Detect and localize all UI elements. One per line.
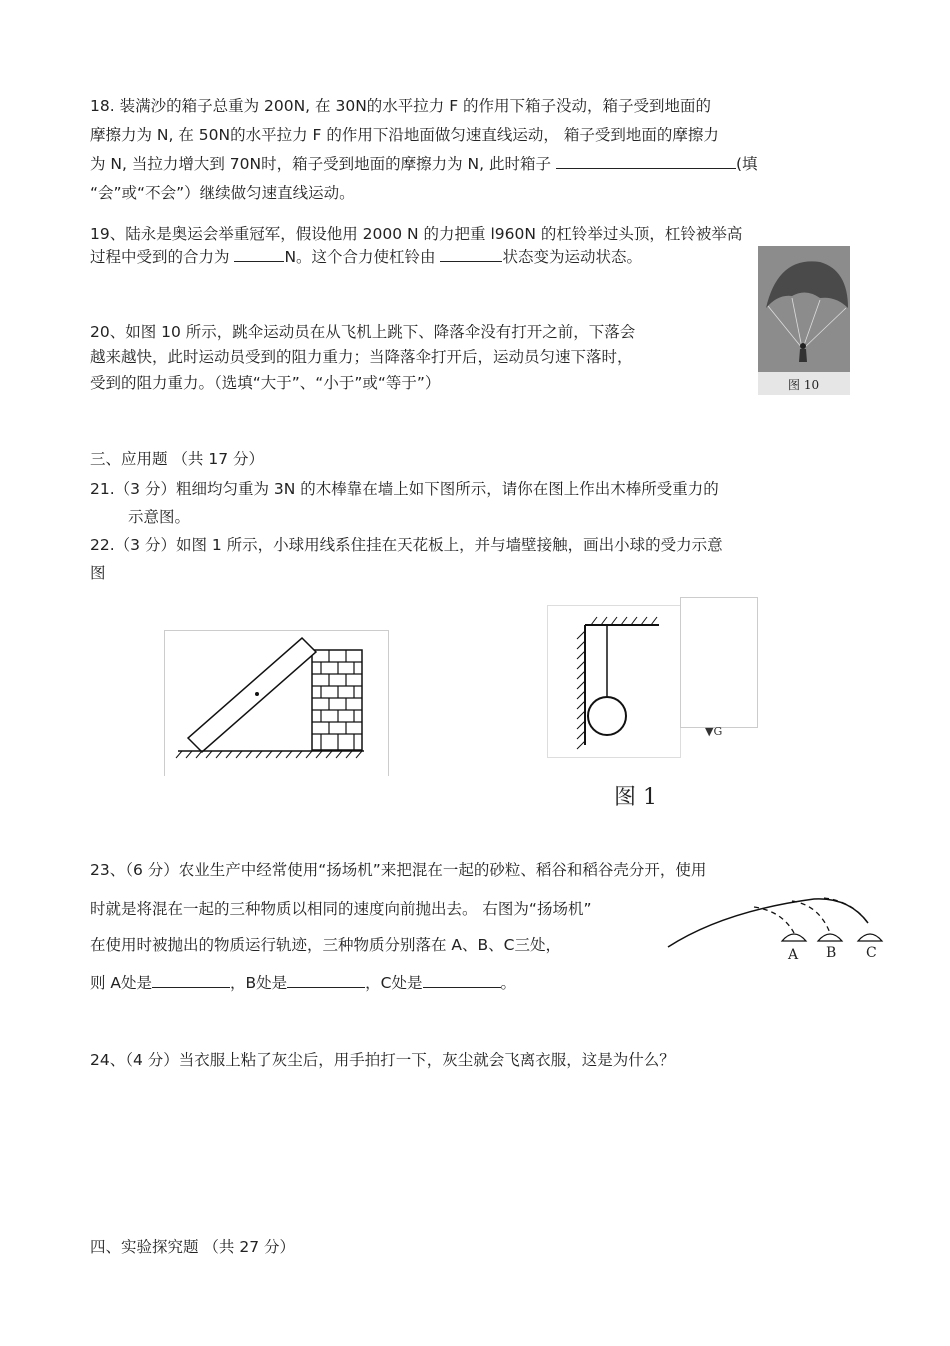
winnowing-trajectory-figure xyxy=(664,893,890,968)
q19-blank-force[interactable] xyxy=(234,247,284,262)
q23-c-label: ，C处是 xyxy=(365,974,423,992)
q19-line2-end: 状态变为运动状态。 xyxy=(502,248,642,266)
q18-line3-end: (填 xyxy=(735,155,758,173)
q22-line2: 图 xyxy=(90,564,106,582)
q19-line2-mid: N。这个合力使杠铃由 xyxy=(284,248,441,266)
q23-line3: 在使用时被抛出的物质运行轨迹，三种物质分别落在 A、B、C三处， xyxy=(90,936,561,954)
q19-line1: 19、陆永是奥运会举重冠军，假设他用 2000 N 的力把重 l960N 的杠铃举过头顶，杠铃被举高 xyxy=(90,225,743,243)
section-3-title: 三、应用题 （共 17 分） xyxy=(90,450,265,468)
hanging-ball-figure[interactable] xyxy=(547,597,759,759)
q23-line4-end: 。 xyxy=(500,974,517,992)
label-c: C xyxy=(866,945,877,961)
stick-on-wall-diagram xyxy=(164,630,389,776)
pile-a xyxy=(782,934,806,941)
hanging-ball-diagram xyxy=(547,597,759,759)
q23-b-label: ，B处是 xyxy=(230,974,288,992)
wooden-stick xyxy=(188,638,316,752)
q19-line2-text: 过程中受到的合力为 xyxy=(90,248,235,266)
parachute-figure xyxy=(758,246,850,395)
center-of-gravity-dot xyxy=(255,692,259,696)
q23-a-label: 则 A处是 xyxy=(90,974,153,992)
q18-line3 xyxy=(90,154,758,174)
q21-line2: 示意图。 xyxy=(128,508,191,526)
q23-line1: 23、（6 分）农业生产中经常使用“扬场机”来把混在一起的砂粒、稻谷和稻谷壳分开，使用 xyxy=(90,861,707,879)
q19-blank-state[interactable] xyxy=(440,247,502,262)
q23-blank-a[interactable] xyxy=(152,973,230,988)
q21-line1: 21.（3 分）粗细均匀重为 3N 的木棒靠在墙上如下图所示，请你在图上作出木棒所受重力的 xyxy=(90,480,719,498)
label-a: A xyxy=(788,947,799,963)
q18-blank[interactable] xyxy=(556,154,736,169)
trajectory-diagram xyxy=(664,893,890,968)
q23-line4 xyxy=(90,973,516,993)
pile-c xyxy=(858,934,882,941)
ball xyxy=(588,697,626,735)
q23-blank-c[interactable] xyxy=(423,973,501,988)
q18-line4: “会”或“不会”）继续做匀速直线运动。 xyxy=(90,184,355,202)
q24-line1: 24、（4 分）当衣服上粘了灰尘后，用手拍打一下，灰尘就会飞离衣服，这是为什么？ xyxy=(90,1051,675,1069)
q23-blank-b[interactable] xyxy=(287,973,365,988)
q23-line2: 时就是将混在一起的三种物质以相同的速度向前抛出去。 右图为“扬场机” xyxy=(90,900,592,918)
q19-line2 xyxy=(90,247,642,267)
q20-line1: 20、如图 10 所示，跳伞运动员在从飞机上跳下、降落伞没有打开之前，下落会 xyxy=(90,323,636,341)
q18-line1: 18. 装满沙的箱子总重为 200N, 在 30N的水平拉力 F 的作用下箱子没动，箱子受到地面的 xyxy=(90,97,712,115)
gravity-label: ▼G xyxy=(705,725,723,738)
section-4-title: 四、实验探究题 （共 27 分） xyxy=(90,1238,296,1256)
pile-b xyxy=(818,934,842,941)
q18-line3-text: 为 N, 当拉力增大到 70N时，箱子受到地面的摩擦力为 N, 此时箱子 xyxy=(90,155,556,173)
label-b: B xyxy=(826,945,837,961)
stick-wall-figure[interactable] xyxy=(164,630,389,776)
q20-line2: 越来越快，此时运动员受到的阻力重力；当降落伞打开后，运动员匀速下落时， xyxy=(90,348,633,366)
figure-1-caption: 图 1 xyxy=(614,785,657,810)
parachutist-icon xyxy=(758,246,850,395)
q20-line3: 受到的阻力重力。（选填“大于”、“小于”或“等于”） xyxy=(90,374,441,392)
q22-line1: 22.（3 分）如图 1 所示，小球用线系住挂在天花板上，并与墙壁接触，画出小球的受力示意 xyxy=(90,536,723,554)
figure-10-caption: 图 10 xyxy=(788,378,820,392)
q18-line2: 摩擦力为 N, 在 50N的水平拉力 F 的作用下沿地面做匀速直线运动， 箱子受到地面的摩擦力 xyxy=(90,126,719,144)
